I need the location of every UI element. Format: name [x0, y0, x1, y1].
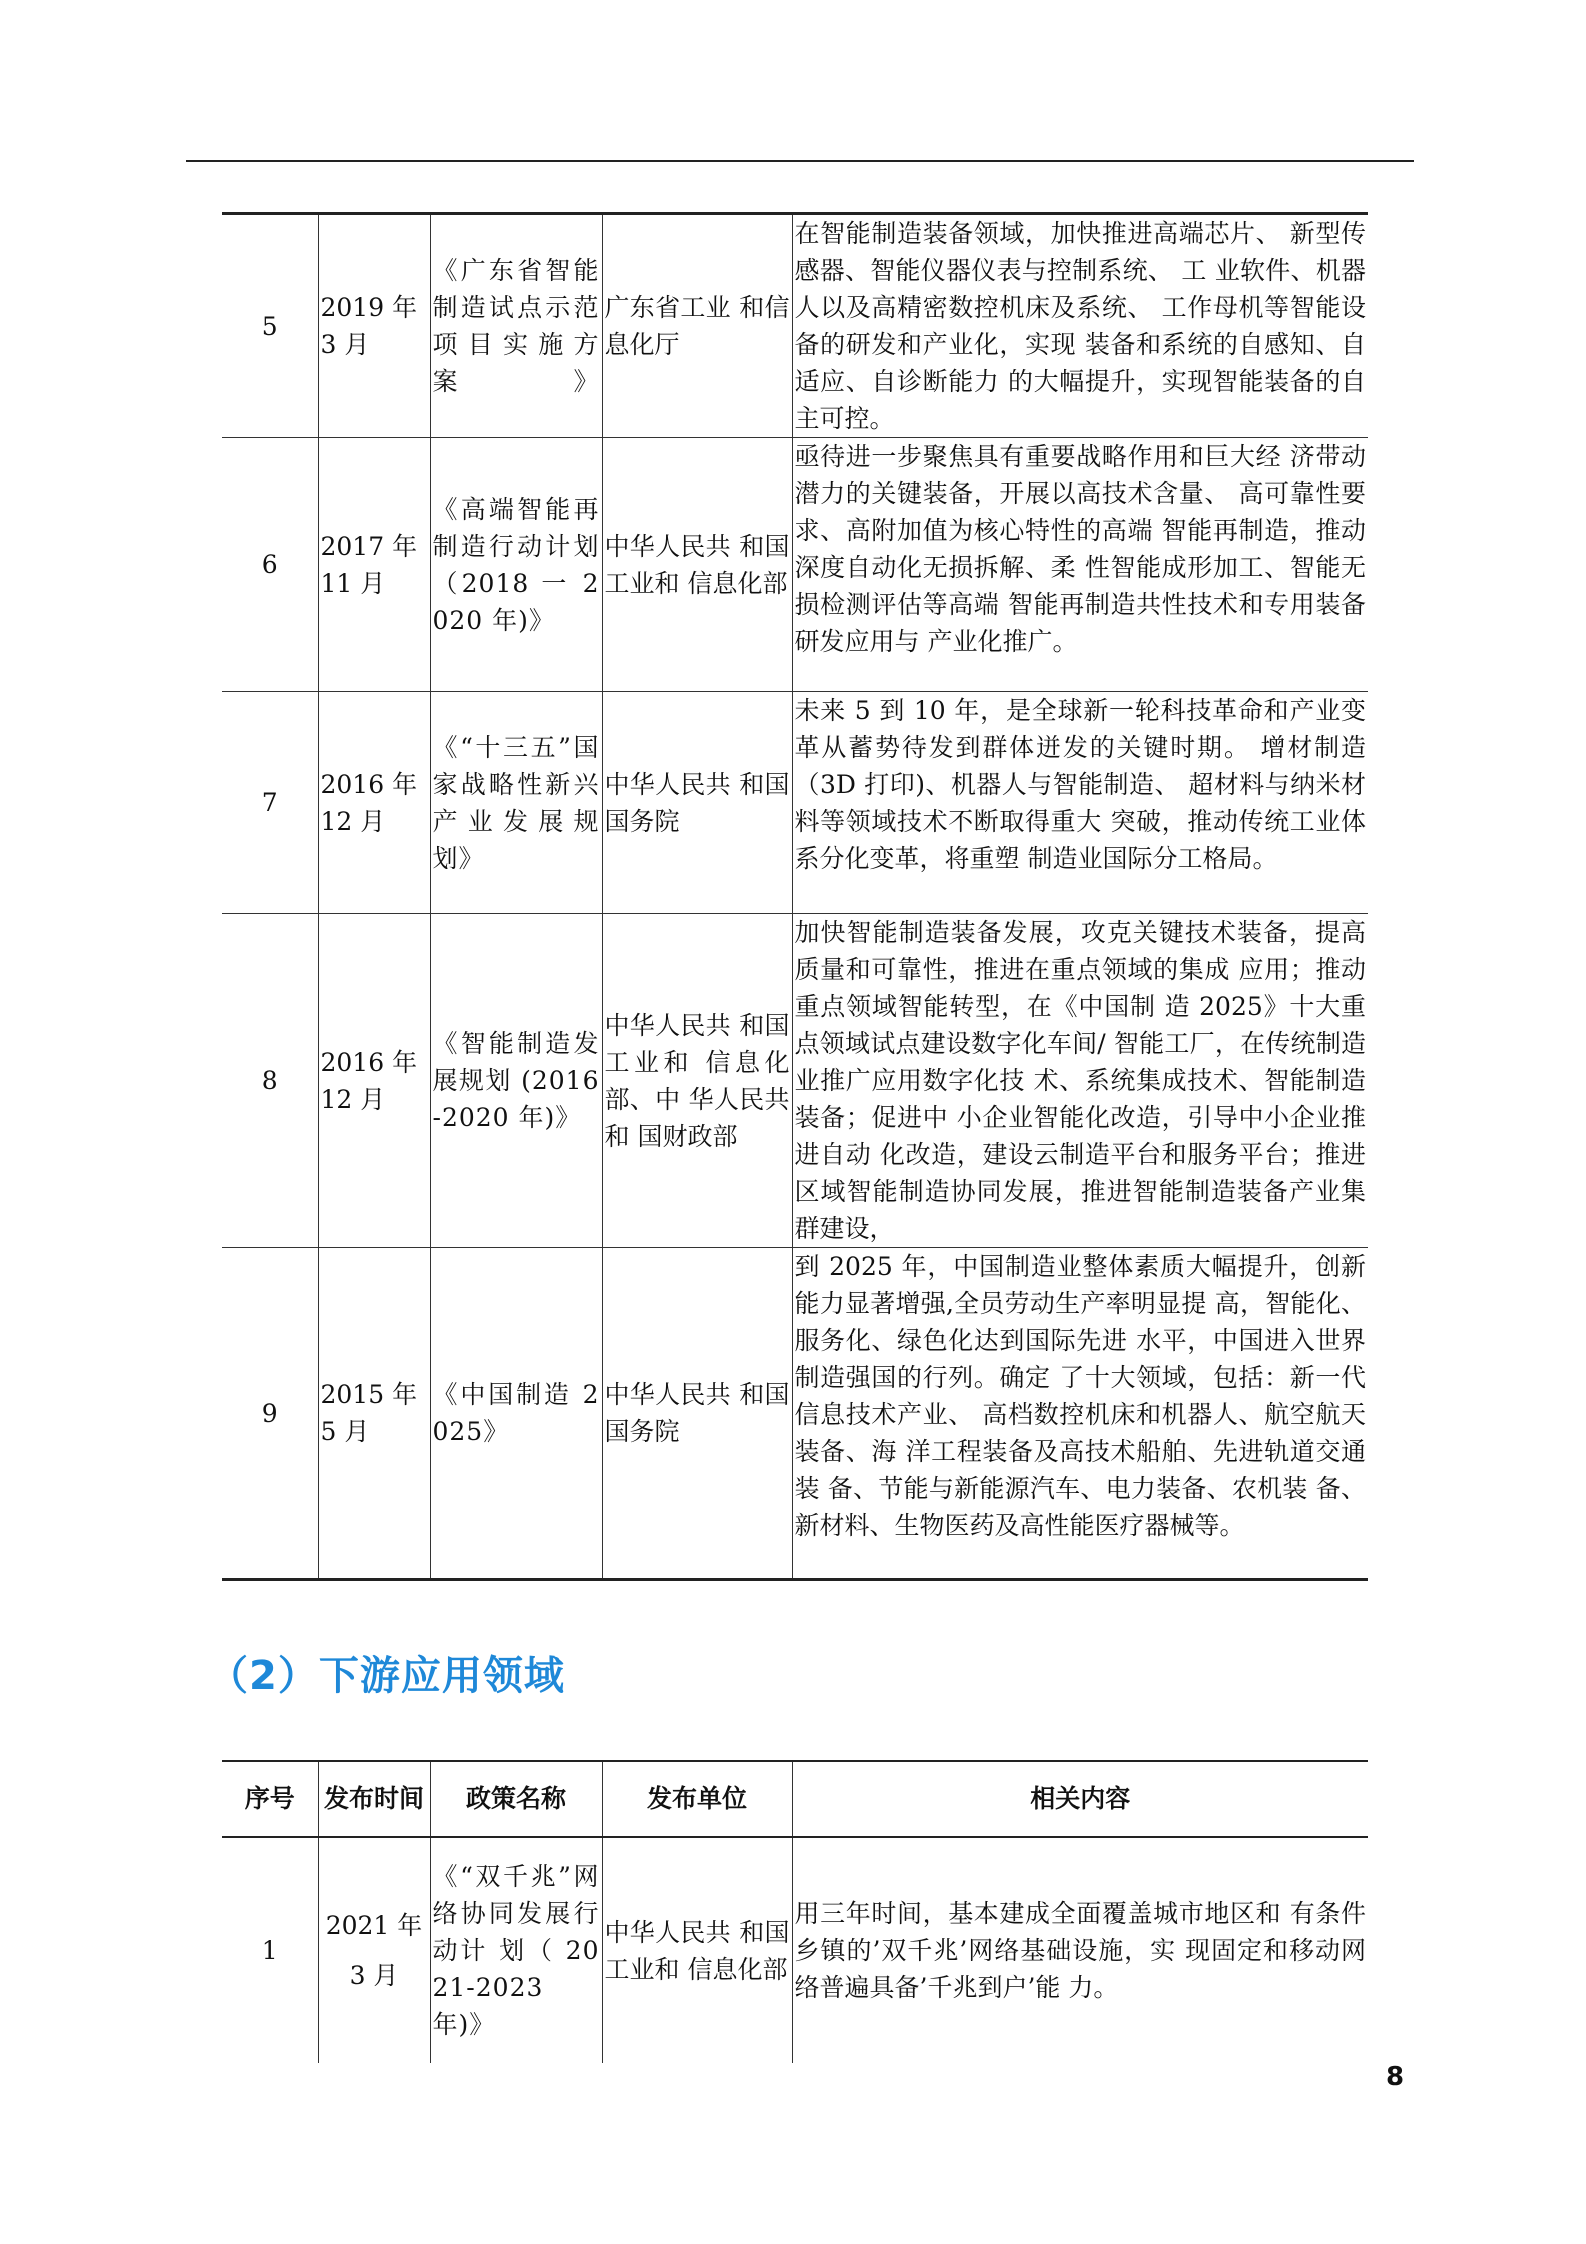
column-header-issuing-unit: 发布单位 — [602, 1761, 792, 1837]
publish-date: 2019 年 3 月 — [318, 214, 430, 438]
table-row — [222, 214, 1368, 438]
policy-content: 亟待进一步聚焦具有重要战略作用和巨大经 济带动潜力的关键装备，开展以高技术含量、 高可靠性要求、高附加值为核心特性的高端 智能再制造，推动深度自动化无损拆解、柔 性智能成形加工、智能无损检测评估等高端 智能再制造共性技术和专用装备研发应用与 产业化推广。 — [792, 438, 1368, 692]
page-number: 8 — [1386, 2062, 1405, 2092]
policy-name: 《“双千兆”网络协同发展行动计 划（ 2021-2023 年)》 — [430, 1837, 602, 2063]
row-number: 1 — [222, 1837, 318, 2063]
policy-name: 《智能制造发展规划 (2016-2020 年)》 — [430, 914, 602, 1248]
header-rule — [186, 160, 1414, 162]
publish-date: 2021 年 3 月 — [318, 1837, 430, 2063]
section-heading: （2）下游应用领域 — [208, 1653, 565, 1699]
table-header-row — [222, 1761, 1368, 1837]
publish-date: 2015 年 5 月 — [318, 1248, 430, 1580]
table-row — [222, 438, 1368, 692]
issuing-unit: 中华人民共 和国国务院 — [602, 1248, 792, 1580]
issuing-unit: 中华人民共 和国工业和 信息化部 — [602, 1837, 792, 2063]
table-row — [222, 1837, 1368, 2063]
row-number: 8 — [222, 914, 318, 1248]
policy-table-upstream — [222, 212, 1368, 1581]
issuing-unit: 中华人民共 和国国务院 — [602, 692, 792, 914]
column-header-policy-name: 政策名称 — [430, 1761, 602, 1837]
policy-name: 《中国制造 2025》 — [430, 1248, 602, 1580]
policy-name: 《广东省智能制造试点示范项目实施方案》 — [430, 214, 602, 438]
policy-content: 未来 5 到 10 年，是全球新一轮科技革命和产业变革从蓄势待发到群体迸发的关键时期。 增材制造（3D 打印)、机器人与智能制造、 超材料与纳米材料等领域技术不断取得重大 突破，推动传统工业体系分化变革，将重塑 制造业国际分工格局。 — [792, 692, 1368, 914]
row-number: 5 — [222, 214, 318, 438]
row-number: 6 — [222, 438, 318, 692]
table-row — [222, 914, 1368, 1248]
publish-date: 2016 年 12 月 — [318, 914, 430, 1248]
column-header-number: 序号 — [222, 1761, 318, 1837]
row-number: 9 — [222, 1248, 318, 1580]
policy-content: 用三年时间，基本建成全面覆盖城市地区和 有条件乡镇的’双千兆’网络基础设施，实 现固定和移动网络普遍具备’千兆到户’能 力。 — [792, 1837, 1368, 2063]
column-header-date: 发布时间 — [318, 1761, 430, 1837]
publish-date: 2017 年 11 月 — [318, 438, 430, 692]
issuing-unit: 广东省工业 和信息化厅 — [602, 214, 792, 438]
issuing-unit: 中华人民共 和国工业和 信息化部、中 华人民共和 国财政部 — [602, 914, 792, 1248]
policy-content: 加快智能制造装备发展，攻克关键技术装备，提高质量和可靠性，推进在重点领域的集成 应用；推动重点领域智能转型，在《中国制 造 2025》十大重点领域试点建设数字化车间/ 智能工厂，在传统制造业推广应用数字化技 术、系统集成技术、智能制造装备；促进中 小企业智能化改造，引导中小企业推进自动 化改造，建设云制造平台和服务平台；推进 区域智能制造协同发展，推进智能制造装备产业集群建设， — [792, 914, 1368, 1248]
issuing-unit: 中华人民共 和国工业和 信息化部 — [602, 438, 792, 692]
policy-name: 《“十三五”国家战略性新兴产业发展规划》 — [430, 692, 602, 914]
policy-name: 《高端智能再制造行动计划（2018 一 2020 年)》 — [430, 438, 602, 692]
row-number: 7 — [222, 692, 318, 914]
policy-content: 到 2025 年，中国制造业整体素质大幅提升，创新能力显著增强,全员劳动生产率明显提 高，智能化、服务化、绿色化达到国际先进 水平，中国进入世界制造强国的行列。确定 了十大领域，包括：新一代信息技术产业、 高档数控机床和机器人、航空航天装备、海 洋工程装备及高技术船舶、先进轨道交通装 备、节能与新能源汽车、电力装备、农机装 备、新材料、生物医药及高性能医疗器械等。 — [792, 1248, 1368, 1580]
policy-content: 在智能制造装备领域，加快推进高端芯片、 新型传感器、智能仪器仪表与控制系统、 工 业软件、机器人以及高精密数控机床及系统、 工作母机等智能设备的研发和产业化，实现 装备和系统的自感知、自适应、自诊断能力 的大幅提升，实现智能装备的自主可控。 — [792, 214, 1368, 438]
policy-table-downstream — [222, 1760, 1368, 2063]
table-row — [222, 692, 1368, 914]
column-header-content: 相关内容 — [792, 1761, 1368, 1837]
publish-date: 2016 年 12 月 — [318, 692, 430, 914]
table-row — [222, 1248, 1368, 1580]
